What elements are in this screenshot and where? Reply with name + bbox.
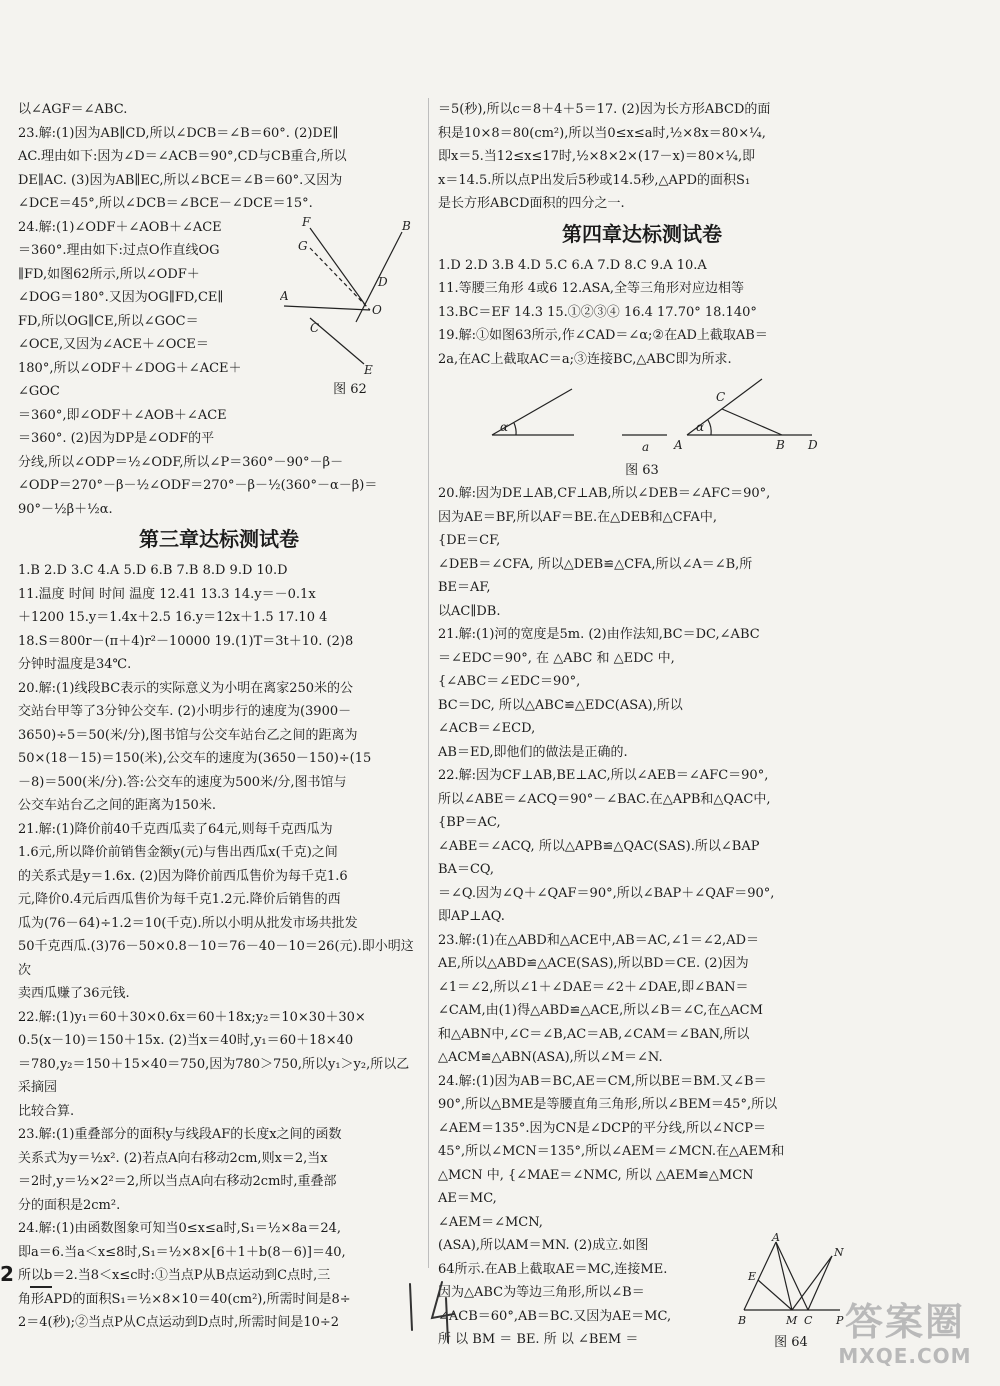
text-line: {BP＝AC, (438, 815, 501, 830)
watermark (820, 1300, 990, 1368)
page-number: 2 (0, 1262, 14, 1286)
fig63-label: C (716, 390, 726, 404)
text-line: 23.解:(1)重叠部分的面积y与线段AF的长度x之间的函数 (18, 1127, 342, 1142)
section-title-chapter3: 第三章达标测试卷 (139, 527, 299, 551)
text-line: ＝∠EDC＝90°, 在 △ABC 和 △EDC 中, (438, 650, 675, 666)
text-line: 21.解:(1)降价前40千克西瓜卖了64元,则每千克西瓜为 (18, 821, 333, 837)
fig63-label: a (642, 440, 650, 454)
text-line: FD,所以OG∥CE,所以∠GOC＝ (18, 313, 199, 329)
text-line: BA＝CQ, (438, 862, 495, 877)
text-line: 1.6元,所以降价前销售金额y(元)与售出西瓜x(千克)之间 (18, 845, 338, 860)
text-line: 元,降价0.4元后西瓜售价为每千克1.2元.降价后销售的西 (18, 892, 341, 907)
text-line: 19.解:①如图63所示,作∠CAD＝∠α;②在AD上截取AB＝ (438, 328, 768, 343)
text-line: 以∠AGF＝∠ABC. (18, 102, 128, 117)
text-line: BE＝AF, (438, 580, 491, 595)
text-line: 3650)÷5＝50(米/分),图书馆与公交车站台乙之间的距离为 (18, 727, 358, 743)
text-line: 18.S＝800r－(π＋4)r²－10000 19.(1)T＝3t＋10. (2)8 (18, 633, 354, 649)
figure-63-diagram (462, 375, 822, 455)
left-column (18, 98, 420, 1335)
figure-63-caption: 图 63 (625, 463, 659, 478)
text-line: 22.解:因为CF⊥AB,BE⊥AC,所以∠AEB＝∠AFC＝90°, (438, 768, 769, 783)
text-line: ＝5(秒),所以c＝8＋4＋5＝17. (2)因为长方形ABCD的面 (438, 102, 771, 117)
text-line: 22.解:(1)y₁＝60＋30×0.6x＝60＋18x;y₂＝10×30＋30× (18, 1009, 366, 1025)
text-line: ∠OCE,又因为∠ACE＋∠OCE＝ (18, 337, 209, 352)
column-divider (428, 98, 429, 1268)
text-line: 所以b＝2.当8＜x≤c时:①当点P从B点运动到C点时,三 (18, 1268, 331, 1283)
fig64-label: B (738, 1314, 747, 1327)
fig64-label: C (804, 1314, 813, 1327)
text-line: AC.理由如下:因为∠D＝∠ACB＝90°,CD与CB重合,所以 (18, 149, 347, 164)
text-line: 卖西瓜赚了36元钱. (18, 986, 130, 1001)
right-column (438, 98, 846, 1358)
text-line: 分的面积是2cm². (18, 1197, 121, 1213)
text-line: 积是10×8＝80(cm²),所以当0≤x≤a时,½×8x＝80×¼, (438, 125, 766, 141)
text-line: 即a＝6.当a＜x≤8时,S₁＝½×8×[6＋1＋b(8－6)]＝40, (18, 1244, 346, 1260)
text-line: {∠ABC＝∠EDC＝90°, (438, 674, 581, 689)
text-line: 180°,所以∠ODF＋∠DOG＋∠ACE＋∠GOC (18, 360, 242, 399)
text-line: AE,所以△ABD≌△ACE(SAS),所以BD＝CE. (2)因为 (438, 956, 749, 971)
fig62-label: E (364, 362, 373, 374)
text-line: 因为△ABC为等边三角形,所以∠B＝ (438, 1285, 645, 1300)
text-line: ∠ABE＝∠ACQ, 所以△APB≌△QAC(SAS).所以∠BAP (438, 838, 760, 854)
text-line: 90°－½β＋½α. (18, 501, 113, 517)
text-line: 23.解:(1)在△ABD和△ACE中,AB＝AC,∠1＝∠2,AD＝ (438, 932, 760, 948)
text-line: 所 以 BM ＝ BE. 所 以 ∠BEM ＝ (438, 1332, 639, 1347)
figure-62-diagram (280, 214, 420, 374)
text-line: AE＝MC, (438, 1191, 497, 1206)
text-line: 64所示.在AB上截取AE＝MC,连接ME. (438, 1261, 668, 1277)
figure-64-caption: 图 64 (774, 1335, 808, 1350)
text-line: ∠DOG＝180°.又因为OG∥FD,CE∥ (18, 290, 224, 305)
text-line: 50千克西瓜.(3)76－50×0.8－10＝76－40－10＝26(元).即小明这次 (18, 939, 414, 978)
text-line: 1.D 2.D 3.B 4.D 5.C 6.A 7.D 8.C 9.A 10.A (438, 257, 707, 273)
text-line: 角形APD的面积S₁＝½×8×10＝40(cm²),所需时间是8÷ (18, 1291, 351, 1307)
fig63-label: α (696, 420, 705, 434)
fig64-label: A (772, 1232, 780, 1244)
watermark-url: MXQE.COM (838, 1344, 972, 1368)
text-line: 比较合算. (18, 1103, 75, 1119)
text-line: ∠ODP＝270°－β－½∠ODF＝270°－β－½(360°－α－β)＝ (18, 478, 378, 493)
page-number-rule (30, 1286, 52, 1288)
text-line: 11.等腰三角形 4或6 12.ASA,全等三角形对应边相等 (438, 281, 744, 296)
handwritten-mark (402, 1278, 462, 1348)
text-line: ∠CAM,由(1)得△ABD≌△ACE,所以∠B＝∠C,在△ACM (438, 1003, 763, 1018)
fig62-label: F (302, 214, 311, 229)
fig62-label: G (298, 238, 308, 253)
figure-62-caption: 图 62 (333, 381, 367, 397)
text-line: 分钟时温度是34℃. (18, 657, 132, 672)
text-line: x＝14.5.所以点P出发后5秒或14.5秒,△APD的面积S₁ (438, 172, 751, 188)
text-line: ∠1＝∠2,所以∠1＋∠DAE＝∠2＋∠DAE,即∠BAN＝ (438, 979, 749, 995)
text-line: ＝360°. (2)因为DP是∠ODF的平 (18, 431, 215, 446)
text-line: ＋1200 15.y＝1.4x＋2.5 16.y＝12x＋1.5 17.10 4 (18, 610, 328, 625)
fig63-label: α (500, 420, 509, 434)
fig64-label: P (836, 1314, 844, 1327)
text-line: 和△ABN中,∠C＝∠B,AC＝AB,∠CAM＝∠BAN,所以 (438, 1026, 750, 1042)
text-line: DE∥AC. (3)因为AB∥EC,所以∠BCE＝∠B＝60°.又因为 (18, 172, 343, 188)
text-line: ∠AEM＝135°.因为CN是∠DCP的平分线,所以∠NCP＝ (438, 1120, 766, 1136)
text-line: △MCN 中, {∠MAE＝∠NMC, 所以 △AEM≌△MCN (438, 1167, 754, 1183)
text-line: ∠AEM＝∠MCN, (438, 1214, 543, 1230)
text-line: 的关系式是y＝1.6x. (2)因为降价前西瓜售价为每千克1.6 (18, 868, 348, 884)
text-line: 公交车站台乙之间的距离为150米. (18, 798, 216, 813)
fig62-label: C (310, 320, 320, 335)
text-line: 50×(18－15)＝150(米),公交车的速度为(3650－150)÷(15 (18, 751, 372, 766)
fig64-label: N (834, 1246, 844, 1259)
text-line: 2a,在AC上截取AC＝a;③连接BC,△ABC即为所求. (438, 351, 732, 367)
fig64-label: M (786, 1314, 798, 1327)
text-line: 分线,所以∠ODP＝½∠ODF,所以∠P＝360°－90°－β－ (18, 454, 344, 470)
fig62-label: O (372, 302, 382, 317)
text-line: 24.解:(1)由函数图象可知当0≤x≤a时,S₁＝½×8a＝24, (18, 1221, 342, 1236)
text-line: ＝2时,y＝½×2²＝2,所以当点A向右移动2cm时,重叠部 (18, 1174, 337, 1189)
text-line: 即AP⊥AQ. (438, 909, 505, 924)
text-line: ∠ACB＝60°,AB＝BC.又因为AE＝MC, (438, 1308, 672, 1324)
text-line: 以AC∥DB. (438, 603, 501, 619)
text-line: ∥FD,如图62所示,所以∠ODF＋ (18, 266, 200, 282)
text-line: ∠ACB＝∠ECD, (438, 721, 536, 736)
text-line: 24.解:(1)∠ODF＋∠AOB＋∠ACE (18, 219, 222, 235)
text-line: ＝360°,即∠ODF＋∠AOB＋∠ACE (18, 407, 227, 423)
text-line: 11.温度 时间 时间 温度 12.41 13.3 14.y＝－0.1x (18, 586, 316, 602)
text-line: 45°,所以∠MCN＝135°,所以∠AEM＝∠MCN.在△AEM和 (438, 1144, 785, 1159)
text-line: 即x＝5.当12≤x≤17时,½×8×2×(17－x)＝80×¼,即 (438, 149, 756, 164)
text-line: 瓜为(76－64)÷1.2＝10(千克).所以小明从批发市场共批发 (18, 915, 358, 931)
text-line: ∠DCE＝45°,所以∠DCB＝∠BCE－∠DCE＝15°. (18, 196, 313, 211)
text-line: (ASA),所以AM＝MN. (2)成立.如图 (438, 1238, 649, 1253)
figure-62 (280, 214, 420, 401)
text-line: 因为AE＝BF,所以AF＝BE.在△DEB和△CFA中, (438, 509, 717, 525)
text-line: －8)＝500(米/分).答:公交车的速度为500米/分,图书馆与 (18, 774, 347, 790)
text-line: 23.解:(1)因为AB∥CD,所以∠DCB＝∠B＝60°. (2)DE∥ (18, 125, 339, 141)
text-line: 90°,所以△BME是等腰直角三角形,所以∠BEM＝45°,所以 (438, 1097, 778, 1112)
text-line: 21.解:(1)河的宽度是5m. (2)由作法知,BC＝DC,∠ABC (438, 627, 760, 642)
fig64-label: E (748, 1270, 757, 1283)
fig62-label: B (402, 218, 411, 233)
text-line: 关系式为y＝½x². (2)若点A向右移动2cm,则x＝2,当x (18, 1150, 328, 1166)
text-line: 1.B 2.D 3.C 4.A 5.D 6.B 7.B 8.D 9.D 10.D (18, 563, 288, 578)
watermark-logo-text: 答案圈 (844, 1300, 965, 1344)
section-title-chapter4: 第四章达标测试卷 (562, 221, 722, 246)
text-line: 是长方形ABCD面积的四分之一. (438, 196, 625, 211)
text-line: 20.解:因为DE⊥AB,CF⊥AB,所以∠DEB＝∠AFC＝90°, (438, 486, 771, 501)
fig62-label: A (280, 288, 289, 303)
text-line: 13.BC＝EF 14.3 15.①②③④ 16.4 17.70° 18.140° (438, 304, 757, 320)
text-line: 20.解:(1)线段BC表示的实际意义为小明在离家250米的公 (18, 680, 354, 696)
text-line: 0.5(x－10)＝150＋15x. (2)当x＝40时,y₁＝60＋18×40 (18, 1033, 354, 1048)
text-line: ＝780,y₂＝150＋15×40＝750,因为780＞750,所以y₁＞y₂,所以乙采摘园 (18, 1056, 410, 1095)
text-line: 24.解:(1)因为AB＝BC,AE＝CM,所以BE＝BM.又∠B＝ (438, 1073, 767, 1089)
fig63-label: D (808, 438, 818, 452)
text-line: ＝360°.理由如下:过点O作直线OG (18, 243, 220, 258)
fig63-label: A (674, 438, 683, 452)
text-line: 所以∠ABE＝∠ACQ＝90°－∠BAC.在△APB和△QAC中, (438, 791, 771, 807)
text-line: ＝∠Q.因为∠Q＋∠QAF＝90°,所以∠BAP＋∠QAF＝90°, (438, 885, 775, 901)
text-line: 2＝4(秒);②当点P从C点运动到D点时,所需时间是10÷2 (18, 1315, 340, 1330)
text-line: ∠DEB＝∠CFA, 所以△DEB≌△CFA,所以∠A＝∠B,所 (438, 556, 753, 572)
fig63-label: B (776, 438, 785, 452)
text-line: 交站台甲等了3分钟公交车. (2)小明步行的速度为(3900－ (18, 704, 352, 719)
text-line: AB＝ED,即他们的做法是正确的. (438, 744, 628, 760)
fig62-label: D (378, 274, 388, 289)
text-line: BC＝DC, 所以△ABC≌△EDC(ASA),所以 (438, 697, 683, 713)
text-line: △ACM≌△ABN(ASA),所以∠M＝∠N. (438, 1050, 663, 1065)
text-line: {DE＝CF, (438, 533, 501, 548)
